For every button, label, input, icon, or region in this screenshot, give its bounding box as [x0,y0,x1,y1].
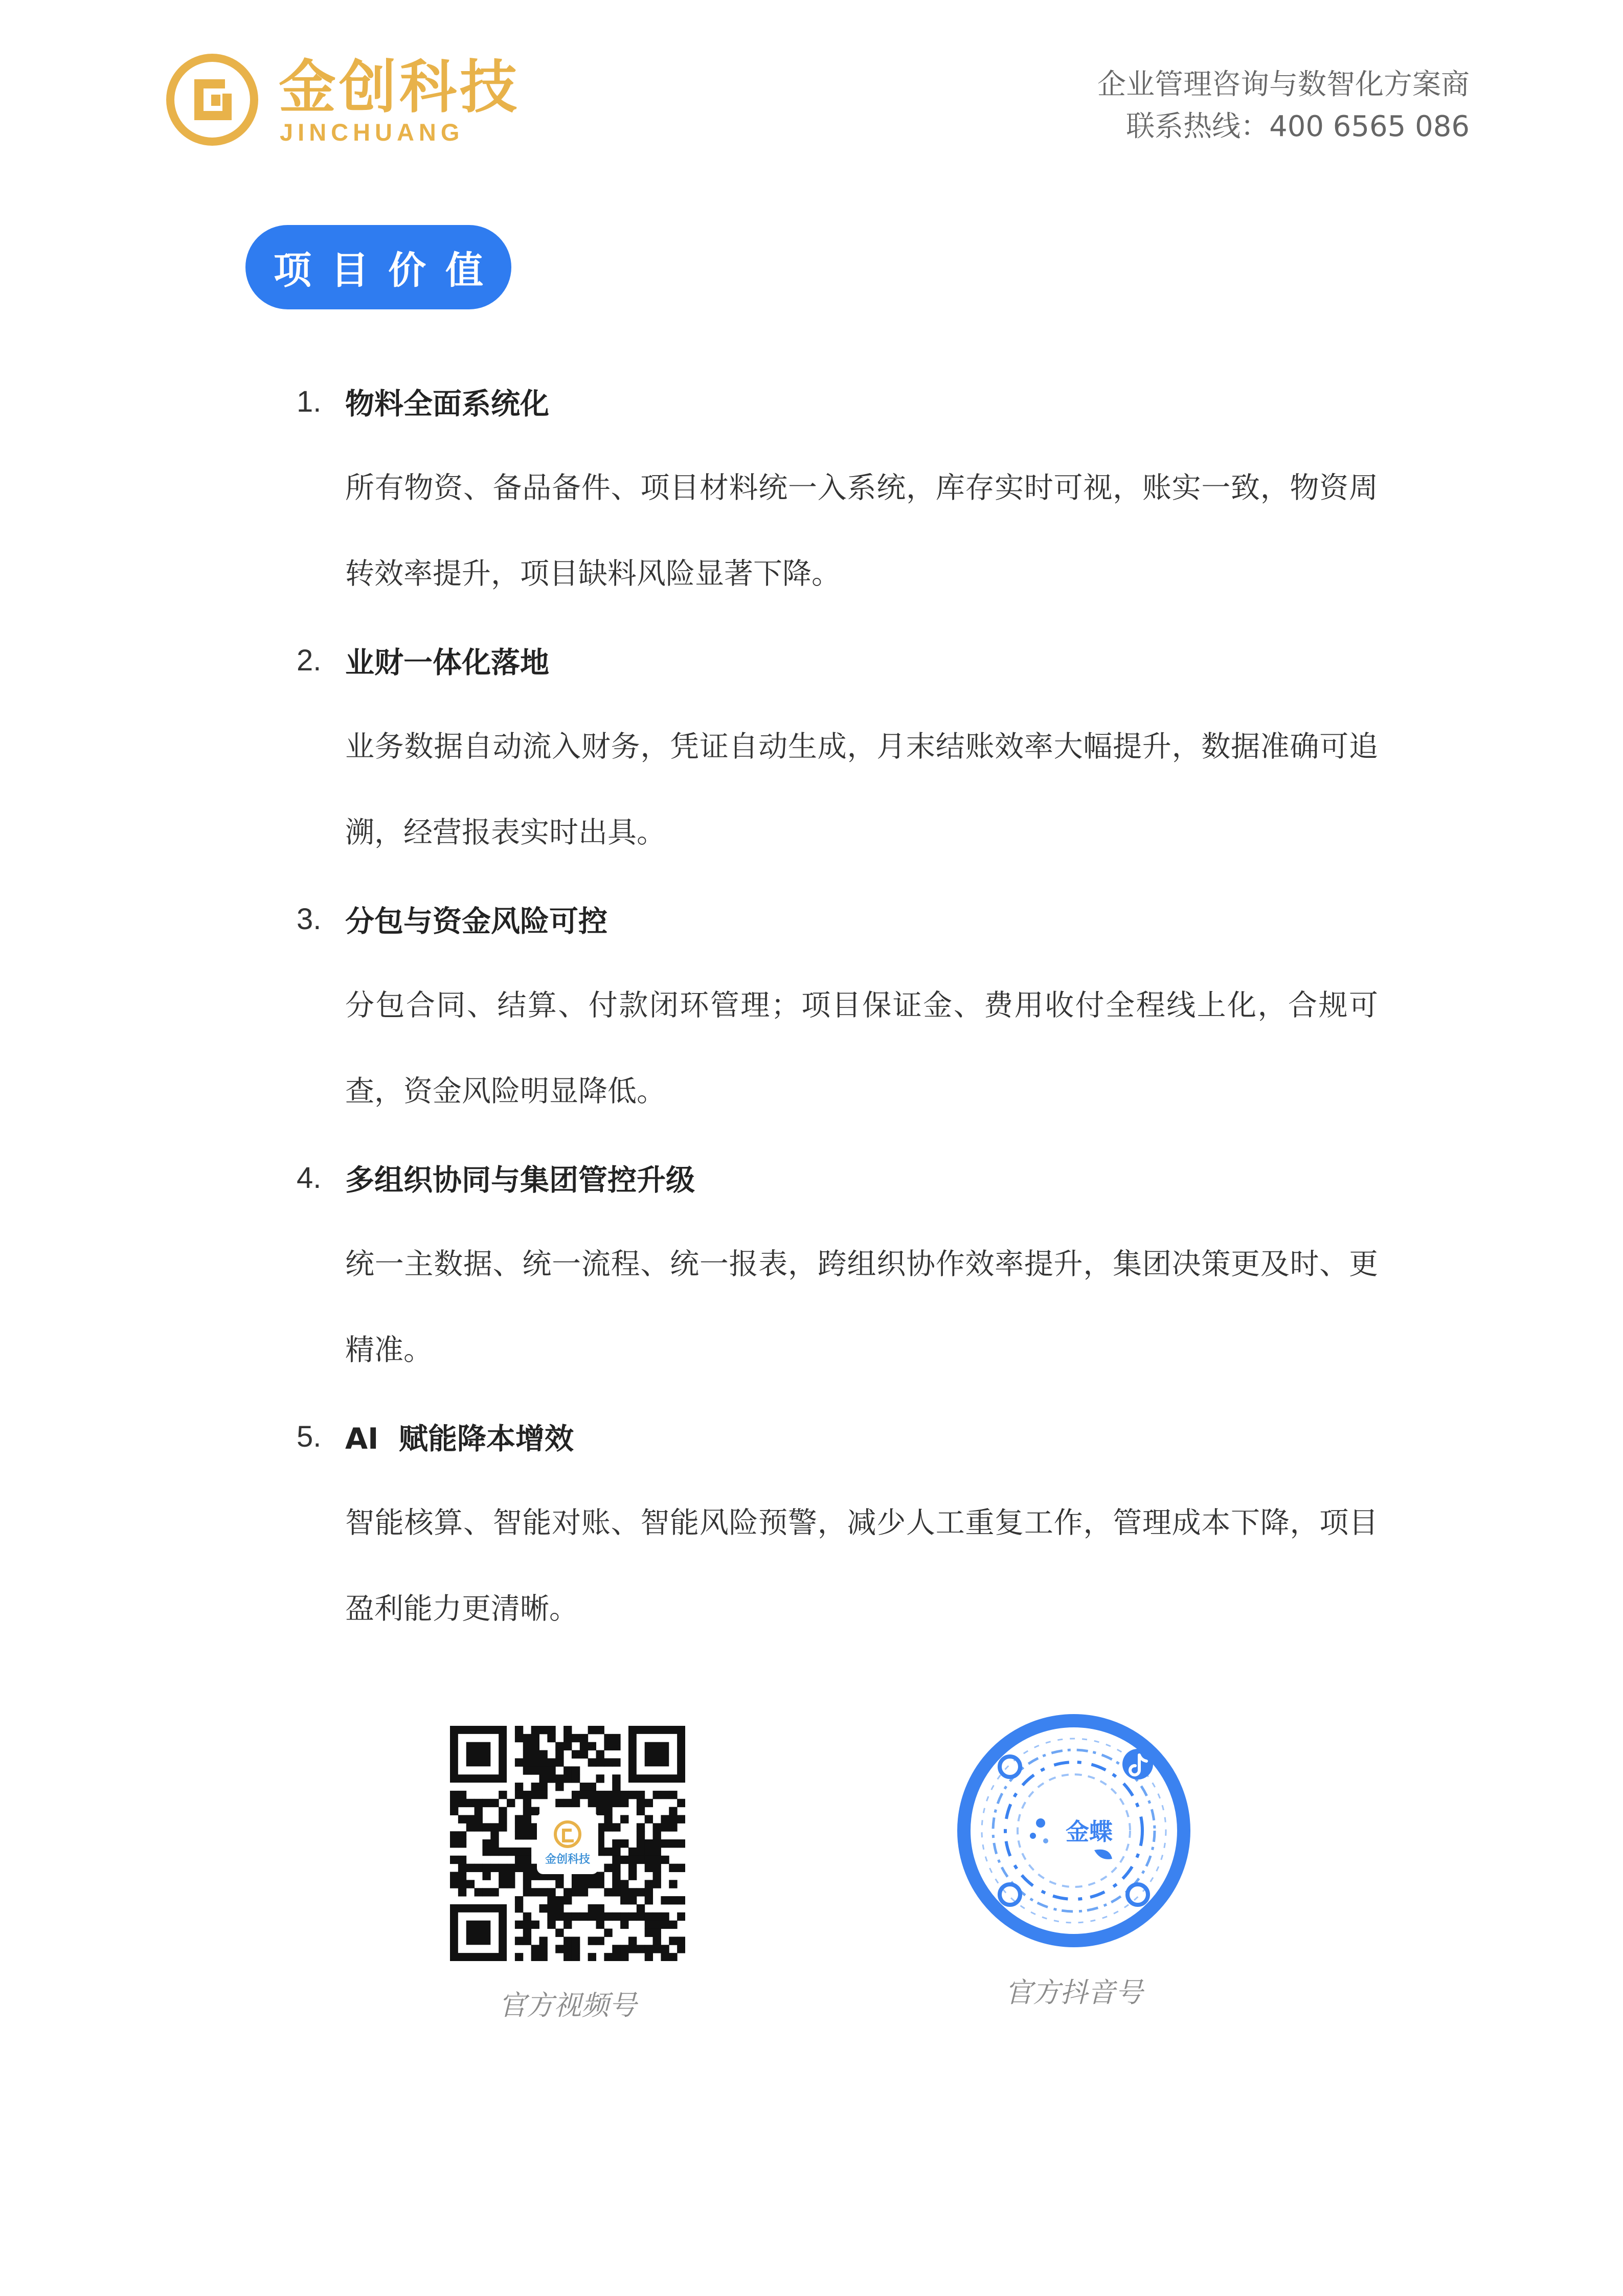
value-item-3 [297,875,1381,1134]
brand-logo-icon [166,54,258,146]
value-item-4 [297,1134,1381,1393]
value-item-number: 1. [297,385,322,418]
brand-logo [166,54,524,151]
video-channel-qr-code[interactable] [450,1726,685,1961]
value-item-2 [297,617,1381,875]
header-contact [1097,64,1470,148]
value-item-5 [297,1393,1381,1652]
douyin-center-text: 金蝶 [1066,1818,1113,1845]
value-item-desc: 分包合同、结算、付款闭环管理；项目保证金、费用收付全程线上化，合规可查，资金风险明显降低。 [345,988,1378,1108]
header-hotline: 联系热线：400 6565 086 [1126,110,1470,143]
header-tagline: 企业管理咨询与数智化方案商 [1097,68,1470,101]
value-item-number: 3. [297,902,322,936]
value-item-number: 2. [297,643,322,677]
value-item-number: 5. [297,1420,322,1453]
value-item-desc: 统一主数据、统一流程、统一报表，跨组织协作效率提升，集团决策更及时、更精准。 [345,1247,1378,1367]
video-channel-caption: 官方视频号 [499,1989,637,2021]
value-item-desc: 所有物资、备品备件、项目材料统一入系统，库存实时可视，账实一致，物资周转效率提升，项目缺料风险显著下降。 [345,471,1378,591]
value-item-number: 4. [297,1161,322,1195]
value-item-desc: 智能核算、智能对账、智能风险预警，减少人工重复工作，管理成本下降，项目盈利能力更清晰。 [345,1506,1378,1626]
value-item-desc: 业务数据自动流入财务，凭证自动生成，月末结账效率大幅提升，数据准确可追溯，经营报表实时出具。 [345,730,1378,849]
value-item-title: AI 赋能降本增效 [345,1422,574,1456]
douyin-code-block [956,1713,1191,2010]
value-item-title: 多组织协同与集团管控升级 [345,1163,695,1197]
brand-name-en: JINCHUANG [280,119,464,146]
value-item-title: 业财一体化落地 [345,646,549,680]
brand-name-cn: 金创科技 [279,54,520,121]
value-item-title: 分包与资金风险可控 [345,905,607,938]
value-item-1 [297,358,1381,617]
value-list [297,358,1381,1652]
douyin-caption: 官方抖音号 [1005,1976,1143,2009]
section-title: 项目价值 [274,248,503,292]
section-title-pill [245,225,511,309]
video-channel-qr-block [450,1726,685,2023]
value-item-title: 物料全面系统化 [345,387,549,421]
qr-logo-text: 金创科技 [545,1853,591,1866]
douyin-code[interactable] [956,1713,1191,1948]
